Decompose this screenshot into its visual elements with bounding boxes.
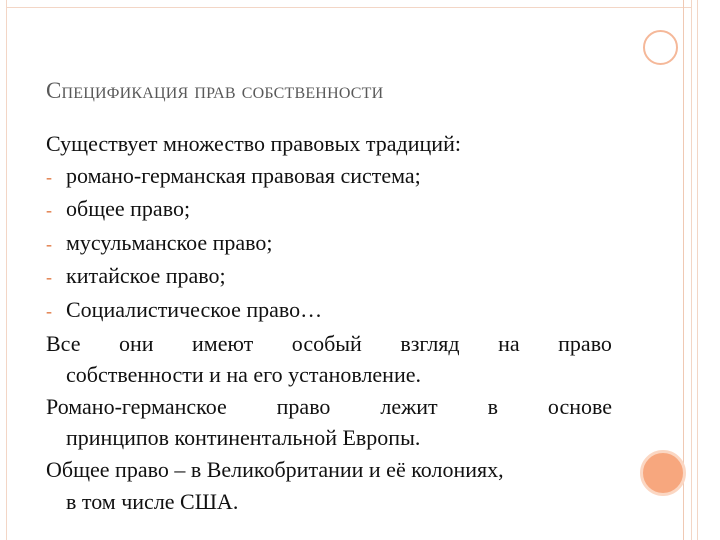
list-item [46, 260, 612, 294]
word: лежит [380, 393, 438, 419]
decorative-circle-bottom [640, 450, 686, 496]
paragraph [46, 454, 612, 517]
word: особый [291, 330, 362, 356]
word: Все [46, 330, 81, 356]
word: право [558, 330, 612, 356]
paragraph [46, 328, 612, 391]
frame-line-right-2 [691, 0, 692, 540]
list-item [46, 160, 612, 194]
paragraph-continuation: собственности и на его установление. [66, 362, 421, 388]
list-item [46, 227, 612, 261]
intro-text: Существует множество правовых традиций: [46, 131, 461, 156]
paragraph-continuation: в том числе США. [66, 488, 239, 514]
bullet-dash: - [46, 233, 52, 254]
bullet-dash: - [46, 200, 52, 221]
list-item-text: общее право; [66, 196, 191, 222]
list-item [46, 294, 612, 328]
word: взгляд [400, 330, 460, 356]
slide-body [46, 128, 612, 517]
list-item-text: романо-германская правовая система; [66, 162, 421, 188]
list-item-text: мусульманское право; [66, 229, 273, 255]
paragraph [46, 391, 612, 454]
slide-title: Спецификация прав собственности [46, 78, 384, 103]
word: Романо-германское [46, 393, 227, 419]
word: на [498, 330, 520, 356]
paragraph-first-line: Общее право – в Великобритании и её колониях, [46, 456, 504, 482]
word: право [276, 393, 331, 419]
bullet-dash: - [46, 300, 52, 321]
bullet-dash: - [46, 166, 52, 187]
paragraph-first-line [46, 391, 612, 423]
bullet-dash: - [46, 267, 52, 288]
decorative-circle-top [643, 30, 678, 65]
list-item-text: Социалистическое право… [66, 296, 323, 322]
word: они [118, 330, 154, 356]
paragraph-first-line [46, 328, 612, 360]
word: основе [547, 393, 612, 419]
word: имеют [192, 330, 254, 356]
list-item-text: китайское право; [66, 263, 226, 289]
word: в [487, 393, 498, 419]
frame-line-right-3 [697, 0, 698, 540]
list-item [46, 193, 612, 227]
paragraph-continuation: принципов континентальной Европы. [66, 425, 421, 451]
